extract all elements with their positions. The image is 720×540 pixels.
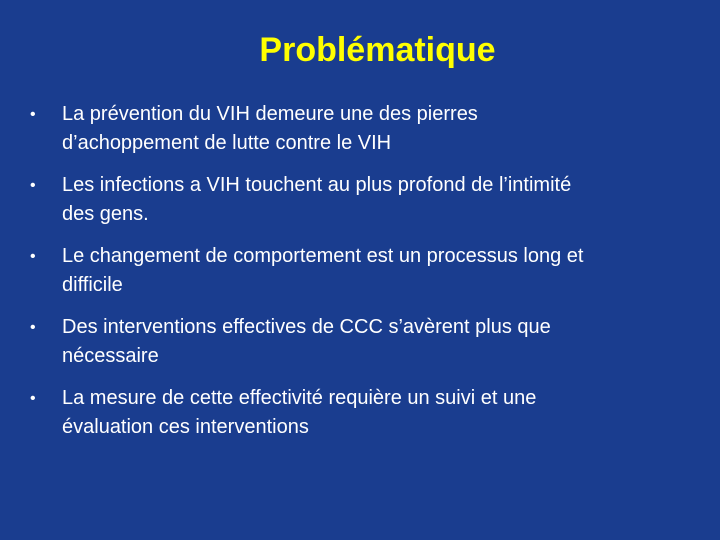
- bullet-text-line: nécessaire: [62, 345, 159, 367]
- bullet-text-line: La mesure de cette effectivité requière un suivi et une: [62, 387, 537, 409]
- bullet-icon: •: [30, 319, 36, 336]
- bullet-text-line: Des interventions effectives de CCC s’avèrent plus que: [62, 316, 551, 338]
- bullet-list: [0, 100, 720, 455]
- bullet-text-line: évaluation ces interventions: [62, 416, 309, 438]
- bullet-text-line: d’achoppement de lutte contre le VIH: [62, 132, 392, 154]
- bullet-text-line: Les infections a VIH touchent au plus profond de l’intimité: [62, 174, 572, 196]
- slide-title: Problématique: [259, 31, 496, 69]
- bullet-item: [0, 313, 720, 371]
- bullet-item: [0, 384, 720, 442]
- bullet-item: [0, 171, 720, 229]
- bullet-text-line: La prévention du VIH demeure une des pierres: [62, 103, 478, 125]
- bullet-icon: •: [30, 106, 36, 123]
- bullet-text-line: des gens.: [62, 203, 149, 225]
- bullet-icon: •: [30, 177, 36, 194]
- bullet-text-line: Le changement de comportement est un processus long et: [62, 245, 584, 267]
- bullet-text-line: difficile: [62, 274, 123, 296]
- bullet-icon: •: [30, 248, 36, 265]
- bullet-icon: •: [30, 390, 36, 407]
- bullet-item: [0, 242, 720, 300]
- bullet-item: [0, 100, 720, 158]
